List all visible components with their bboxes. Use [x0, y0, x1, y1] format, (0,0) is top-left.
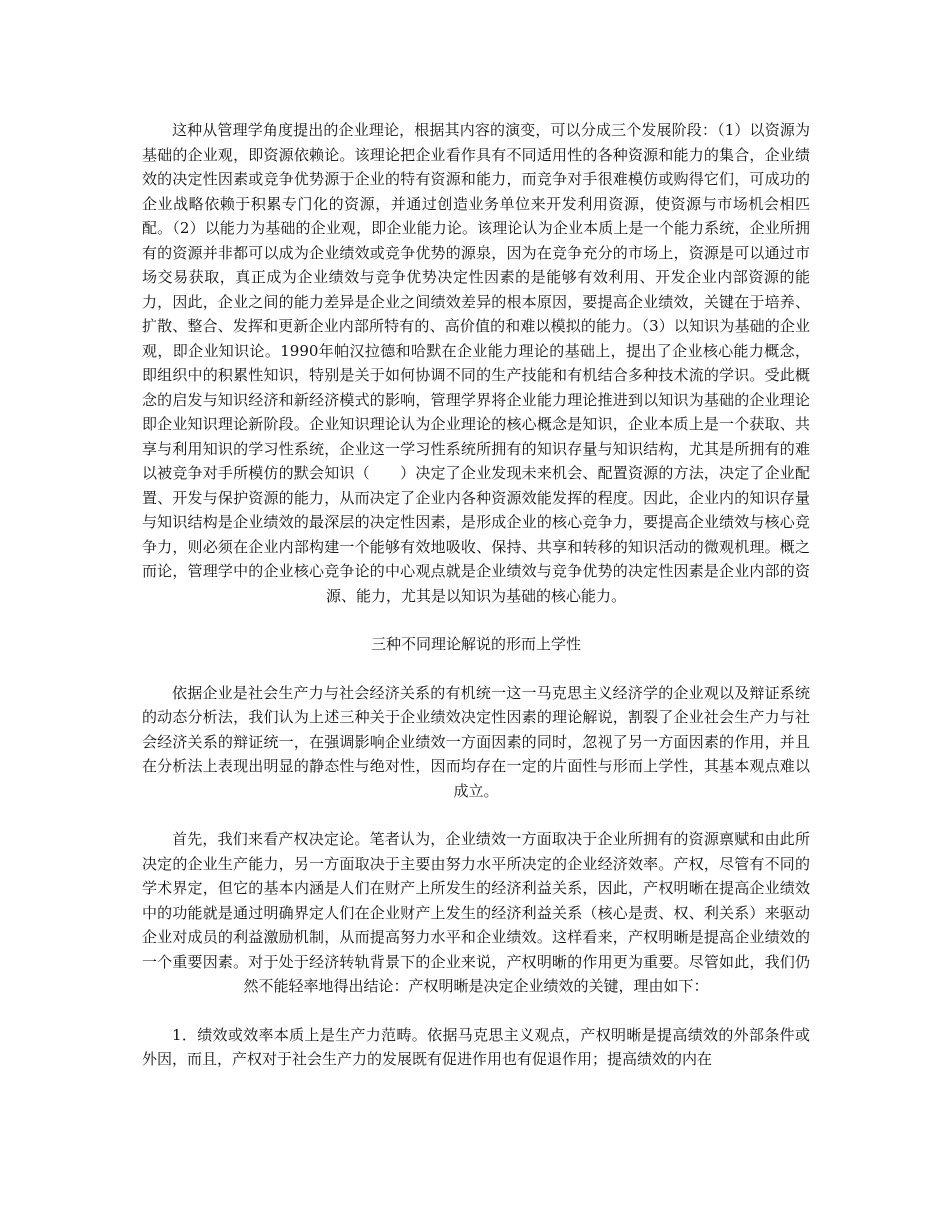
paragraph-point-one: 1．绩效或效率本质上是生产力范畴。依据马克思主义观点，产权明晰是提高绩效的外部条件或外因，而且，产权对于社会生产力的发展既有促进作用也有促退作用；提高绩效的内在 [142, 1025, 810, 1068]
paragraph-property-rights: 首先，我们来看产权决定论。笔者认为，企业绩效一方面取决于企业所拥有的资源禀赋和由此所决定的企业生产能力，另一方面取决于主要由努力水平所决定的企业经济效率。产权，尽管有不同的学术界定，但它的基本内涵是人们在财产上所发生的经济利益关系，因此，产权明晰在提高企业绩效中的功能就是通过明确界定人们在企业财产上发生的经济利益关系（核心是责、权、利关系）来驱动企业对成员的利益激励机制，从而提高努力水平和企业绩效。这样看来，产权明晰是提高企业绩效的一个重要因素。对于处于经济转轨背景下的企业来说，产权明晰的作用更为重要。尽管如此，我们仍然不能轻率地得出结论：产权明晰是决定企业绩效的关键，理由如下： [142, 830, 810, 995]
paragraph-enterprise-theory-stages: 这种从管理学角度提出的企业理论，根据其内容的演变，可以分成三个发展阶段：（1）以资源为基础的企业观，即资源依赖论。该理论把企业看作具有不同适用性的各种资源和能力的集合，企业绩效的决定性因素或竞争优势源于企业的特有资源和能力，而竞争对手很难模仿或购得它们，可成功的企业战略依赖于积累专门化的资源，并通过创造业务单位来开发利用资源，使资源与市场机会相匹配。（2）以能力为基础的企业观，即企业能力论。该理论认为企业本质上是一个能力系统，企业所拥有的资源并非都可以成为企业绩效或竞争优势的源泉，因为在竞争充分的市场上，资源是可以通过市场交易获取，真正成为企业绩效与竞争优势决定性因素的是能够有效利用、开发企业内部资源的能力，因此，企业之间的能力差异是企业之间绩效差异的根本原因，要提高企业绩效，关键在于培养、扩散、整合、发挥和更新企业内部所特有的、高价值的和难以模拟的能力。（3）以知识为基础的企业观，即企业知识论。1990年帕汉拉德和哈默在企业能力理论的基础上，提出了企业核心能力概念，即组织中的积累性知识，特别是关于如何协调不同的生产技能和有机结合多种技术流的学识。受此概念的启发与知识经济和新经济模式的影响，管理学界将企业能力理论推进到以知识为基础的企业理论即企业知识理论新阶段。企业知识理论认为企业理论的核心概念是知识，企业本质上是一个获取、共享与利用知识的学习性系统，企业这一学习性系统所拥有的知识存量与知识结构，尤其是所拥有的难以被竞争对手所模仿的默会知识（ ）决定了企业发现未来机会、配置资源的方法，决定了企业配置、开发与保护资源的能力，从而决定了企业内各种资源效能发挥的程度。因此，企业内的知识存量与知识结构是企业绩效的最深层的决定性因素，是形成企业的核心竞争力，要提高企业绩效与核心竞争力，则必须在企业内部构建一个能够有效地吸收、保持、共享和转移的知识活动的微观机理。概之而论，管理学中的企业核心竞争论的中心观点就是企业绩效与竞争优势的决定性因素是企业内部的资源、能力，尤其是以知识为基础的核心能力。 [142, 121, 810, 605]
paragraph-gap [142, 657, 810, 681]
paragraph-gap [142, 803, 810, 827]
paragraph-gap [142, 999, 810, 1023]
document-page [142, 118, 810, 1072]
paragraph-metaphysics-critique: 依据企业是社会生产力与社会经济关系的有机统一这一马克思主义经济学的企业观以及辩证系统的动态分析法，我们认为上述三种关于企业绩效决定性因素的理论解说，割裂了企业社会生产力与社会经济关系的辩证统一，在强调影响企业绩效一方面因素的同时，忽视了另一方面因素的作用，并且在分析法上表现出明显的静态性与绝对性，因而均存在一定的片面性与形而上学性，其基本观点难以成立。 [142, 683, 810, 800]
paragraph-gap [142, 608, 810, 632]
section-heading: 三种不同理论解说的形而上学性 [370, 635, 581, 653]
